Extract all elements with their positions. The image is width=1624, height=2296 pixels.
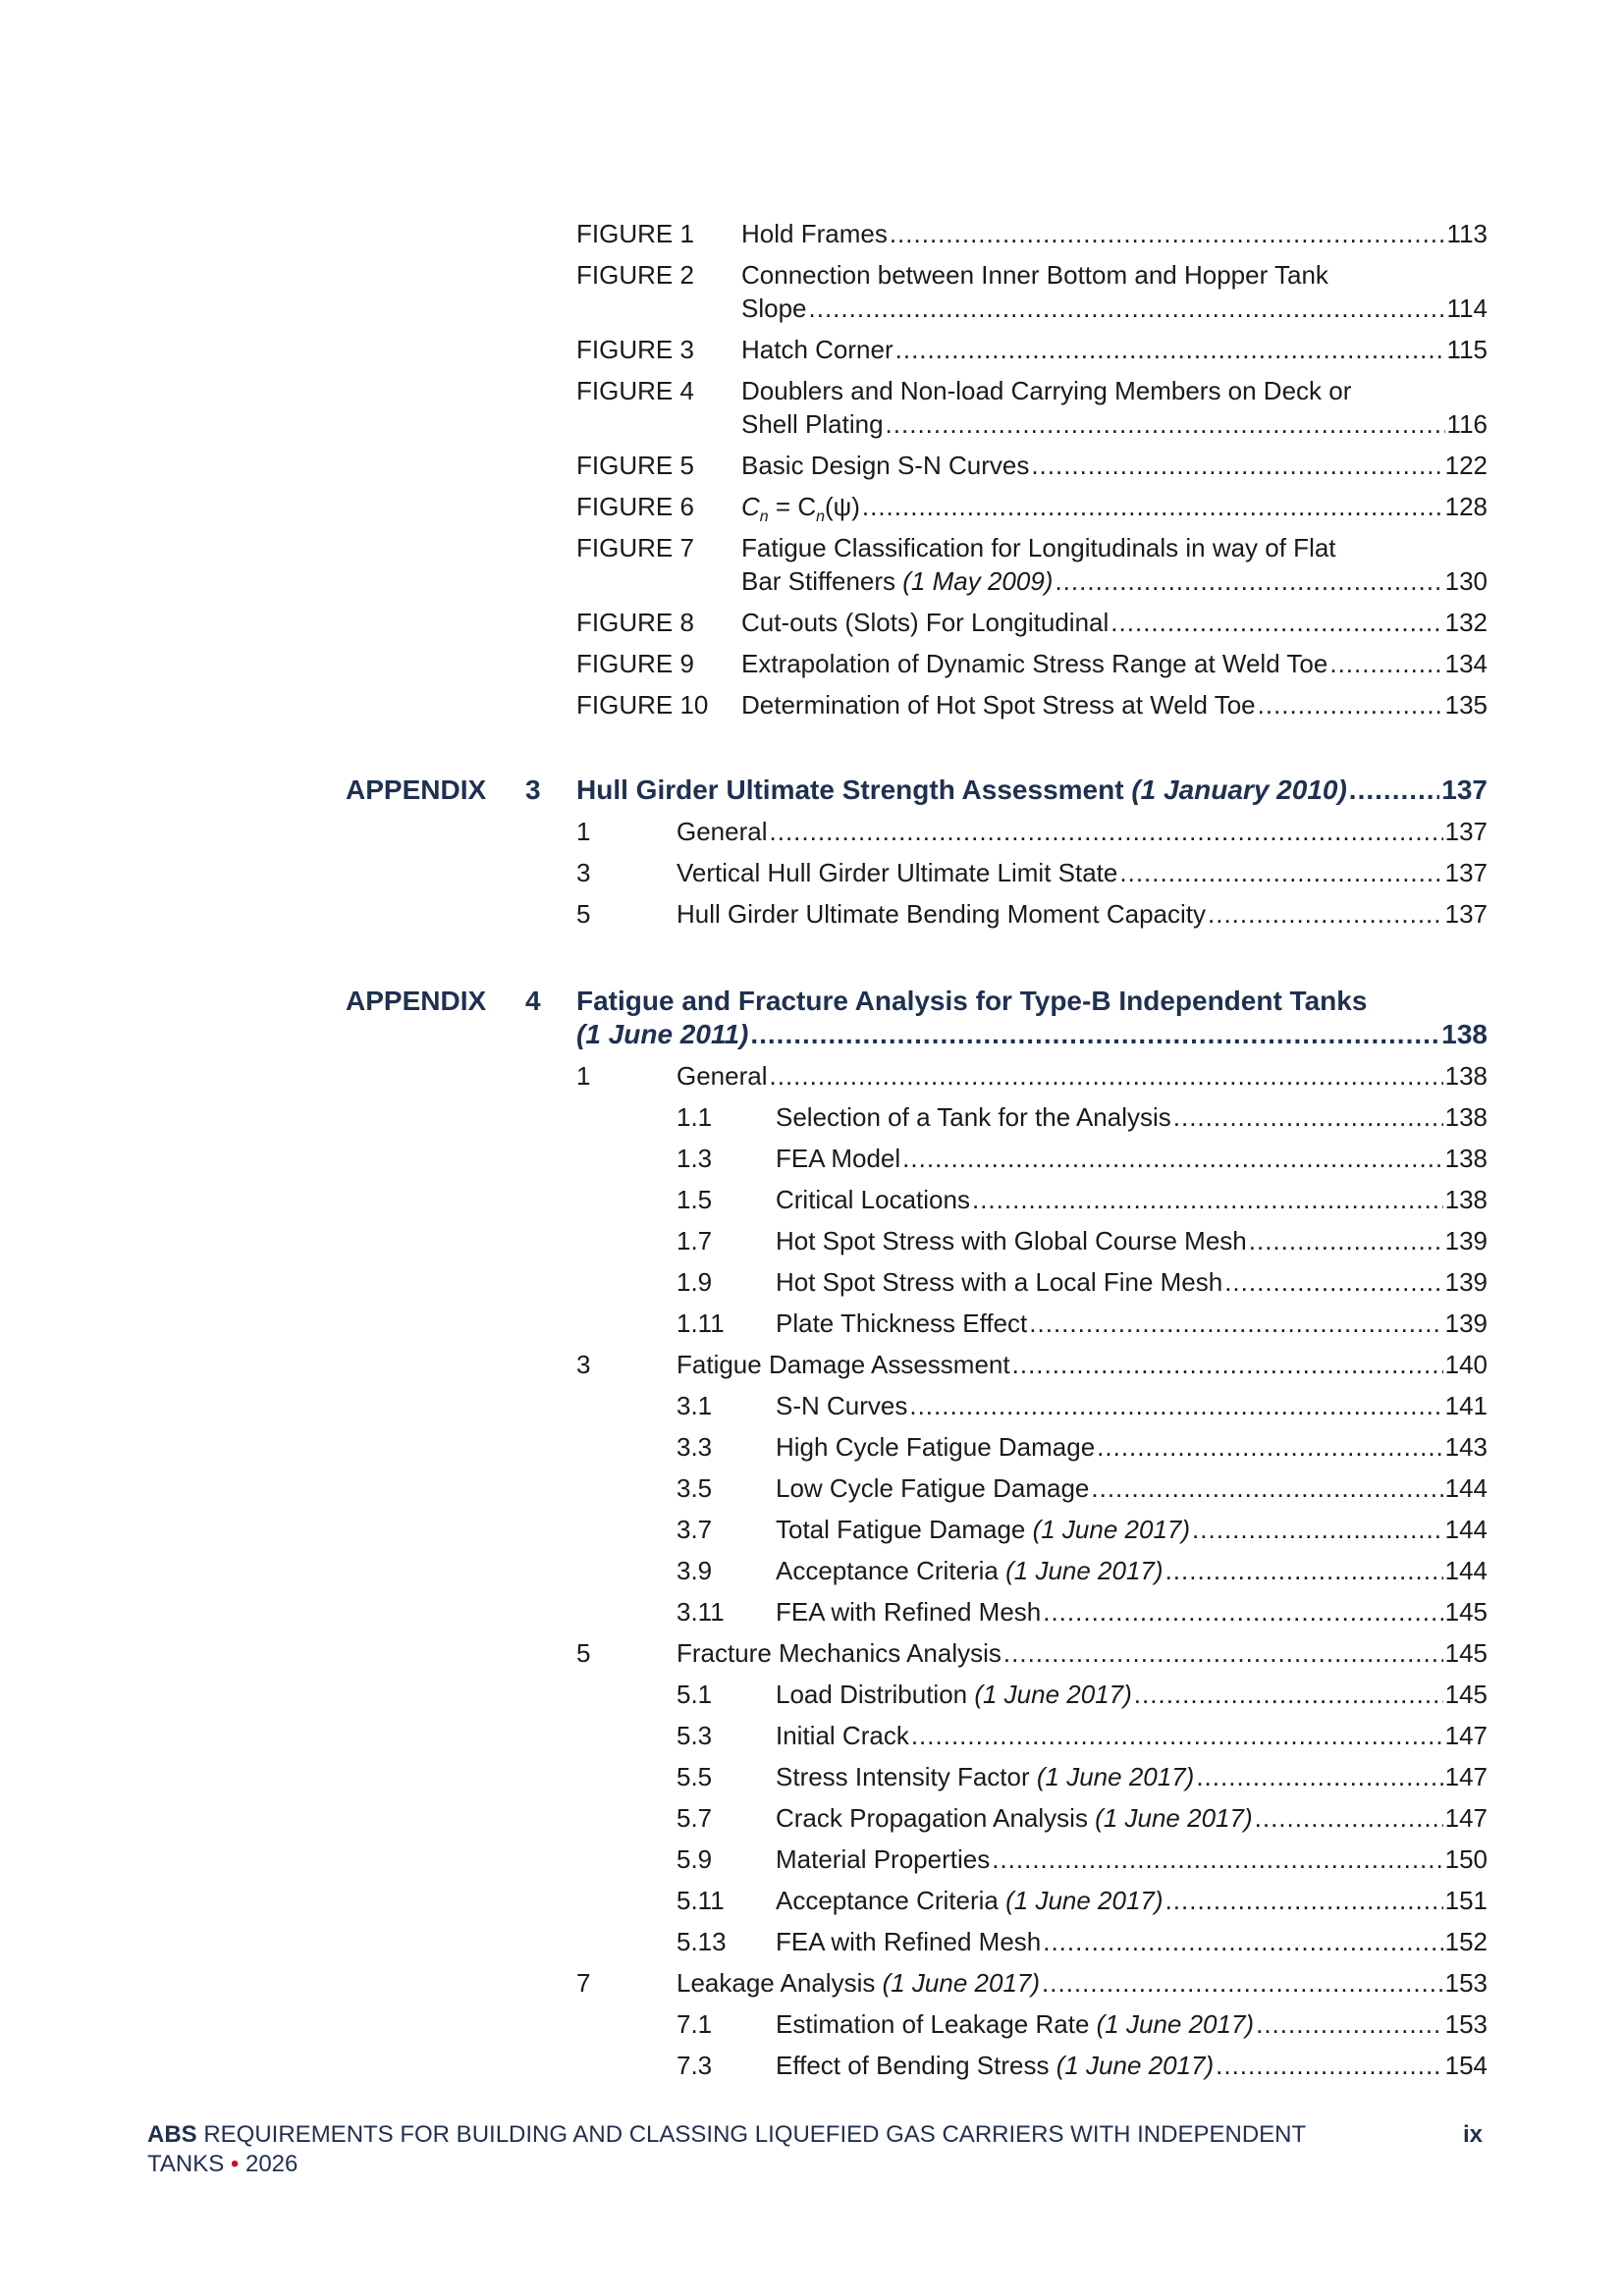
page-number: 139: [1444, 1308, 1488, 1338]
section-number: 7: [576, 1968, 591, 1998]
section-number: 1.7: [677, 1226, 713, 1255]
footer-page-number: ix: [1462, 2121, 1483, 2148]
page-number: 144: [1444, 1515, 1488, 1544]
leader-dots: [1192, 1513, 1443, 1546]
page-footer: [147, 2120, 1483, 2179]
section-number: 1: [576, 817, 591, 846]
figure-label: FIGURE 4: [576, 376, 694, 405]
section-number: 5.5: [677, 1762, 713, 1791]
leader-dots: [1165, 1554, 1443, 1587]
toc-entry-section[interactable]: [776, 1430, 1488, 1464]
toc-entry-figure-3[interactable]: [741, 333, 1488, 366]
entry-title-line1: Fatigue Classification for Longitudinals in way of Flat: [741, 533, 1336, 562]
page-number: 145: [1444, 1638, 1488, 1668]
section-number: 3: [576, 858, 591, 887]
toc-entry-section[interactable]: [776, 1678, 1488, 1711]
page-number: 139: [1444, 1226, 1488, 1255]
leader-dots: [1029, 1307, 1442, 1340]
leader-dots: [895, 333, 1445, 366]
section-number: 5.11: [677, 1886, 725, 1915]
toc-entry-figure-7[interactable]: [741, 564, 1488, 598]
entry-title: Hull Girder Ultimate Bending Moment Capacity: [677, 899, 1206, 929]
section-number: 7.1: [677, 2009, 713, 2039]
entry-title: General: [677, 1061, 768, 1091]
toc-entry-section[interactable]: [776, 1183, 1488, 1216]
figure-label: FIGURE 7: [576, 533, 694, 562]
toc-entry-section[interactable]: [776, 1801, 1488, 1835]
leader-dots: [862, 490, 1443, 523]
leader-dots: [809, 292, 1445, 325]
section-number: 5.9: [677, 1844, 713, 1874]
toc-entry-figure-6[interactable]: [741, 490, 1488, 534]
page-number: 122: [1444, 451, 1488, 480]
leader-dots: [770, 1059, 1443, 1093]
entry-title: Material Properties: [776, 1844, 991, 1874]
footer-separator: •: [224, 2151, 245, 2177]
entry-title: Extrapolation of Dynamic Stress Range at Weld Toe: [741, 649, 1328, 678]
page-number: 132: [1444, 608, 1488, 637]
figure-label: FIGURE 6: [576, 492, 694, 521]
entry-title: Determination of Hot Spot Stress at Weld Toe: [741, 690, 1256, 720]
leader-dots: [992, 1842, 1442, 1876]
section-number: 5.1: [677, 1680, 713, 1709]
toc-entry-section[interactable]: [776, 1884, 1488, 1917]
leader-dots: [770, 815, 1443, 848]
leader-dots: [1119, 856, 1442, 889]
entry-title: FEA Model: [776, 1144, 901, 1173]
leader-dots: [890, 217, 1445, 250]
toc-entry-section[interactable]: [677, 1636, 1488, 1670]
entry-title: Hatch Corner: [741, 335, 893, 364]
page-number: 116: [1446, 409, 1488, 439]
entry-title: Hot Spot Stress with a Local Fine Mesh: [776, 1267, 1223, 1297]
entry-title: Hot Spot Stress with Global Course Mesh: [776, 1226, 1247, 1255]
leader-dots: [909, 1389, 1442, 1422]
section-number: 7.3: [677, 2051, 713, 2080]
section-number: 5.13: [677, 1927, 727, 1956]
leader-dots: [1349, 774, 1439, 807]
page-number: 144: [1444, 1556, 1488, 1585]
toc-entry-section[interactable]: [776, 1513, 1488, 1546]
entry-title: Selection of a Tank for the Analysis: [776, 1102, 1171, 1132]
figure-label: FIGURE 1: [576, 219, 694, 248]
toc-entry-section[interactable]: [776, 1100, 1488, 1134]
appendix-label: APPENDIX: [346, 986, 487, 1016]
figure-label: FIGURE 3: [576, 335, 694, 364]
entry-title: Stress Intensity Factor (1 June 2017): [776, 1762, 1195, 1791]
leader-dots: [1055, 564, 1442, 598]
leader-dots: [972, 1183, 1443, 1216]
entry-title: General: [677, 817, 768, 846]
entry-title: Hold Frames: [741, 219, 888, 248]
appendix-label: APPENDIX: [346, 774, 487, 805]
toc-entry-figure-8[interactable]: [741, 606, 1488, 639]
page-number: 153: [1444, 2009, 1488, 2039]
page-number: 137: [1444, 817, 1488, 846]
toc-entry-section[interactable]: [677, 1348, 1488, 1381]
toc-entry-section[interactable]: [776, 1595, 1488, 1629]
toc-entry-section[interactable]: [776, 1925, 1488, 1958]
toc-entry-appendix-4[interactable]: [576, 1018, 1488, 1051]
section-number: 1.3: [677, 1144, 713, 1173]
section-number: 3: [576, 1350, 591, 1379]
entry-title: Plate Thickness Effect: [776, 1308, 1028, 1338]
leader-dots: [1255, 1801, 1443, 1835]
section-number: 3.7: [677, 1515, 713, 1544]
footer-publication-title: [147, 2120, 1483, 2179]
leader-dots: [1196, 1760, 1442, 1793]
toc-entry-section[interactable]: [776, 1265, 1488, 1299]
entry-title: FEA with Refined Mesh: [776, 1597, 1042, 1627]
entry-title: Fatigue Damage Assessment: [677, 1350, 1010, 1379]
toc-entry-section[interactable]: [776, 1224, 1488, 1257]
section-number: 1.1: [677, 1102, 713, 1132]
toc-entry-figure-2[interactable]: [741, 292, 1488, 325]
section-number: 3.3: [677, 1432, 713, 1462]
page-number: 145: [1444, 1597, 1488, 1627]
page-number: 137: [1444, 858, 1488, 887]
leader-dots: [1043, 1925, 1442, 1958]
toc-entry-section[interactable]: [776, 1842, 1488, 1876]
entry-title: Shell Plating: [741, 409, 884, 439]
page-number: 137: [1444, 899, 1488, 929]
appendix-number: 3: [525, 774, 541, 805]
leader-dots: [1042, 1966, 1443, 2000]
entry-title: Basic Design S-N Curves: [741, 451, 1030, 480]
footer-text: TANKS: [147, 2151, 225, 2177]
page-number: 154: [1444, 2051, 1488, 2080]
entry-title: Low Cycle Fatigue Damage: [776, 1473, 1090, 1503]
page-number: 115: [1446, 335, 1488, 364]
toc-entry-figure-5[interactable]: [741, 449, 1488, 482]
leader-dots: [1012, 1348, 1443, 1381]
toc-entry-appendix-3[interactable]: [576, 774, 1488, 807]
figure-label: FIGURE 8: [576, 608, 694, 637]
toc-entry-figure-9[interactable]: [741, 647, 1488, 680]
section-number: 3.1: [677, 1391, 713, 1420]
page-number: 147: [1444, 1721, 1488, 1750]
toc-entry-section[interactable]: [776, 1554, 1488, 1587]
toc-entry-section[interactable]: [677, 815, 1488, 848]
section-number: 1.5: [677, 1185, 713, 1214]
entry-title: Initial Crack: [776, 1721, 909, 1750]
page-number: 144: [1444, 1473, 1488, 1503]
section-number: 3.11: [677, 1597, 725, 1627]
leader-dots: [1031, 449, 1442, 482]
appendix-title-line1: Fatigue and Fracture Analysis for Type-B Independent Tanks: [576, 986, 1368, 1016]
section-number: 5: [576, 899, 591, 929]
section-number: 1.9: [677, 1267, 713, 1297]
page-number: 130: [1444, 566, 1488, 596]
page-number: 137: [1441, 774, 1488, 805]
toc-entry-section[interactable]: [776, 2049, 1488, 2082]
toc-entry-section[interactable]: [776, 1389, 1488, 1422]
appendix-title: (1 June 2011): [576, 1019, 749, 1049]
leader-dots: [1003, 1636, 1443, 1670]
leader-dots: [1224, 1265, 1442, 1299]
leader-dots: [750, 1018, 1439, 1051]
toc-entry-figure-4[interactable]: [741, 407, 1488, 441]
section-number: 3.5: [677, 1473, 713, 1503]
toc-entry-section[interactable]: [677, 897, 1488, 931]
page-number: 138: [1441, 1019, 1488, 1049]
toc-entry-section[interactable]: [776, 1719, 1488, 1752]
entry-title: Critical Locations: [776, 1185, 970, 1214]
leader-dots: [902, 1142, 1442, 1175]
page-number: 114: [1446, 294, 1488, 323]
entry-title: Acceptance Criteria (1 June 2017): [776, 1556, 1164, 1585]
page-number: 113: [1446, 219, 1488, 248]
leader-dots: [1091, 1471, 1442, 1505]
page-number: 147: [1444, 1803, 1488, 1833]
section-number: 5.7: [677, 1803, 713, 1833]
toc-entry-section[interactable]: [677, 1059, 1488, 1093]
page-number: 141: [1444, 1391, 1488, 1420]
entry-title: Fracture Mechanics Analysis: [677, 1638, 1001, 1668]
leader-dots: [1258, 688, 1443, 721]
entry-title: Vertical Hull Girder Ultimate Limit State: [677, 858, 1118, 887]
page-number: 138: [1444, 1185, 1488, 1214]
page-number: 152: [1444, 1927, 1488, 1956]
entry-title-line1: Doublers and Non-load Carrying Members on Deck or: [741, 376, 1352, 405]
toc-entry-section[interactable]: [776, 1142, 1488, 1175]
entry-title: S-N Curves: [776, 1391, 908, 1420]
entry-title: Acceptance Criteria (1 June 2017): [776, 1886, 1164, 1915]
leader-dots: [886, 407, 1445, 441]
appendix-title: Hull Girder Ultimate Strength Assessment (1 January 2010): [576, 774, 1347, 805]
entry-title: Leakage Analysis (1 June 2017): [677, 1968, 1041, 1998]
toc-entry-figure-10[interactable]: [741, 688, 1488, 721]
page-number: 150: [1444, 1844, 1488, 1874]
toc-entry-section[interactable]: [776, 1307, 1488, 1340]
toc-entry-section[interactable]: [776, 1760, 1488, 1793]
section-number: 1.11: [677, 1308, 725, 1338]
page-number: 145: [1444, 1680, 1488, 1709]
toc-entry-section[interactable]: [677, 856, 1488, 889]
leader-dots: [1256, 2007, 1443, 2041]
footer-brand: ABS: [147, 2121, 197, 2148]
toc-entry-section[interactable]: [776, 1471, 1488, 1505]
leader-dots: [1208, 897, 1443, 931]
figure-label: FIGURE 5: [576, 451, 694, 480]
toc-entry-section[interactable]: [776, 2007, 1488, 2041]
figure-label: FIGURE 10: [576, 690, 709, 720]
page-number: 138: [1444, 1144, 1488, 1173]
leader-dots: [1329, 647, 1442, 680]
page-number: 147: [1444, 1762, 1488, 1791]
entry-title: Crack Propagation Analysis (1 June 2017): [776, 1803, 1253, 1833]
leader-dots: [1249, 1224, 1443, 1257]
page-number: 128: [1444, 492, 1488, 521]
page-number: 143: [1444, 1432, 1488, 1462]
leader-dots: [1173, 1100, 1443, 1134]
entry-title: Effect of Bending Stress (1 June 2017): [776, 2051, 1215, 2080]
entry-title: High Cycle Fatigue Damage: [776, 1432, 1096, 1462]
leader-dots: [1097, 1430, 1442, 1464]
section-number: 5.3: [677, 1721, 713, 1750]
entry-title-formula: $C_n = C_n(\psi)$: [741, 492, 860, 526]
footer-text: REQUIREMENTS FOR BUILDING AND CLASSING LIQUEFIED GAS CARRIERS WITH INDEPENDENT: [196, 2121, 1307, 2148]
figure-label: FIGURE 2: [576, 260, 694, 290]
leader-dots: [1216, 2049, 1442, 2082]
page-number: 140: [1444, 1350, 1488, 1379]
entry-title-line1: Connection between Inner Bottom and Hopper Tank: [741, 260, 1328, 290]
page-number: 138: [1444, 1102, 1488, 1132]
section-number: 3.9: [677, 1556, 713, 1585]
entry-title: Cut-outs (Slots) For Longitudinal: [741, 608, 1110, 637]
entry-title: Estimation of Leakage Rate (1 June 2017): [776, 2009, 1255, 2039]
entry-title: Load Distribution (1 June 2017): [776, 1680, 1132, 1709]
entry-title: Total Fatigue Damage (1 June 2017): [776, 1515, 1191, 1544]
page-number: 135: [1444, 690, 1488, 720]
leader-dots: [1134, 1678, 1443, 1711]
leader-dots: [1043, 1595, 1442, 1629]
section-number: 1: [576, 1061, 591, 1091]
figure-label: FIGURE 9: [576, 649, 694, 678]
section-number: 5: [576, 1638, 591, 1668]
leader-dots: [1110, 606, 1442, 639]
toc-entry-figure-1[interactable]: [741, 217, 1488, 250]
entry-title: FEA with Refined Mesh: [776, 1927, 1042, 1956]
toc-entry-section[interactable]: [677, 1966, 1488, 2000]
page-number: 153: [1444, 1968, 1488, 1998]
page-number: 138: [1444, 1061, 1488, 1091]
leader-dots: [911, 1719, 1443, 1752]
page-number: 139: [1444, 1267, 1488, 1297]
entry-title: Bar Stiffeners (1 May 2009): [741, 566, 1054, 596]
appendix-number: 4: [525, 986, 541, 1016]
entry-title: Slope: [741, 294, 807, 323]
leader-dots: [1165, 1884, 1443, 1917]
page-number: 151: [1444, 1886, 1488, 1915]
footer-year: 2026: [244, 2151, 298, 2177]
page-number: 134: [1444, 649, 1488, 678]
